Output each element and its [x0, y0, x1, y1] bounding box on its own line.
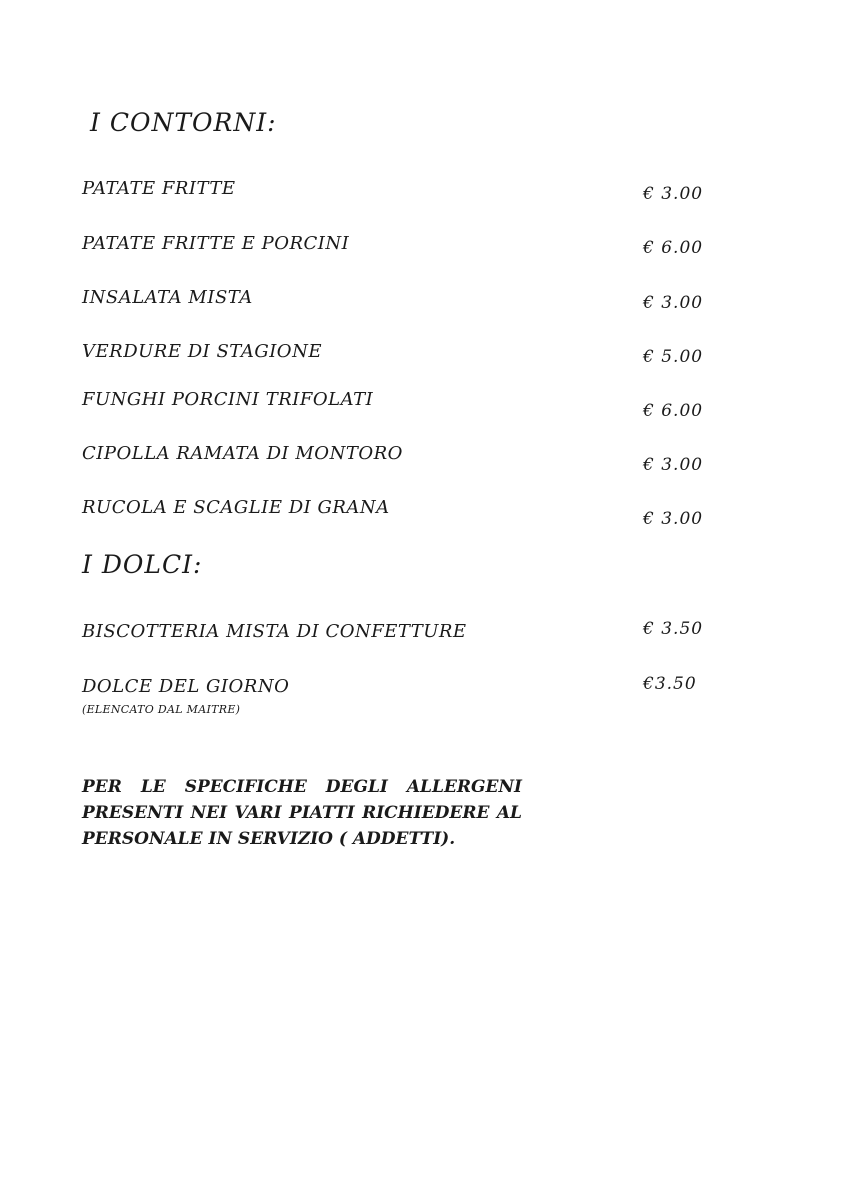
menu-item-price: € 3.00 — [643, 293, 704, 313]
menu-item-price: € 3.00 — [643, 455, 704, 475]
menu-item-name: PATATE FRITTE E PORCINI — [82, 233, 350, 254]
menu-item-price: € 3.50 — [643, 619, 704, 639]
menu-item-name: DOLCE DEL GIORNO — [82, 676, 290, 697]
menu-item-name: FUNGHI PORCINI TRIFOLATI — [82, 389, 374, 410]
menu-item-price: € 6.00 — [643, 238, 704, 258]
menu-item-price: € 3.00 — [643, 509, 704, 529]
menu-item-name: PATATE FRITTE — [82, 178, 236, 199]
menu-item-note: (ELENCATO DAL MAITRE) — [82, 703, 241, 716]
menu-item-price: € 3.00 — [643, 184, 704, 204]
menu-item-price: € 6.00 — [643, 401, 704, 421]
menu-item-name: BISCOTTERIA MISTA DI CONFETTURE — [82, 621, 467, 642]
menu-item-name: INSALATA MISTA — [82, 287, 253, 308]
menu-item-name: CIPOLLA RAMATA DI MONTORO — [82, 443, 403, 464]
menu-item-name: VERDURE DI STAGIONE — [82, 341, 322, 362]
menu-item-price: € 5.00 — [643, 347, 704, 367]
allergen-notice: PER LE SPECIFICHE DEGLI ALLERGENI PRESENTI NEI VARI PIATTI RICHIEDERE AL PERSONALE IN SERVIZIO ( ADDETTI). — [82, 777, 522, 849]
section-title-dolci: I DOLCI: — [82, 550, 203, 579]
menu-item-price: €3.50 — [643, 674, 697, 694]
section-title-contorni: I CONTORNI: — [90, 108, 277, 137]
menu-item-name: RUCOLA E SCAGLIE DI GRANA — [82, 497, 390, 518]
